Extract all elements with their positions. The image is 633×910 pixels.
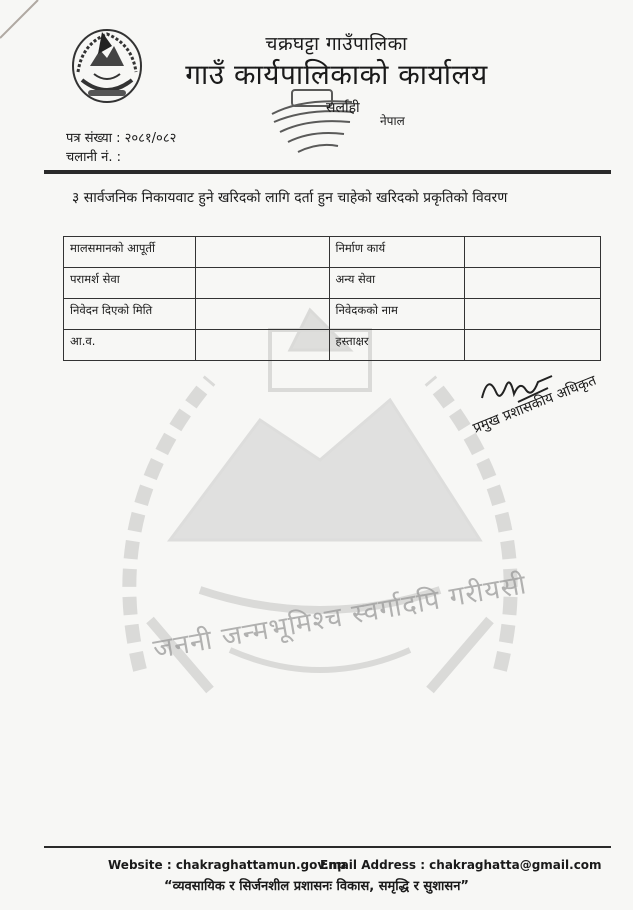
- watermark-motto: जननी जन्मभूमिश्च स्वर्गादपि गरीयसी: [150, 569, 530, 666]
- footer-email[interactable]: Email Address : chakraghatta@gmail.com: [320, 858, 602, 872]
- table-cell-value[interactable]: [465, 237, 601, 268]
- letter-number: पत्र संख्या : २०८१/०८२: [66, 131, 177, 146]
- footer-website[interactable]: Website : chakraghattamun.gov.np: [108, 858, 346, 872]
- table-cell-label: निवेदन दिएको मिति: [64, 299, 196, 330]
- dispatch-number: चलानी नं. :: [66, 150, 122, 165]
- table-row: [64, 268, 601, 299]
- table-cell-value[interactable]: [465, 299, 601, 330]
- table-cell-label: अन्य सेवा: [329, 268, 465, 299]
- table-cell-value[interactable]: [195, 299, 329, 330]
- footer-divider: [44, 846, 611, 848]
- office-name: गाउँ कार्यपालिकाको कार्यालय: [185, 58, 488, 91]
- table-cell-label: आ.व.: [64, 330, 196, 361]
- table-row: [64, 237, 601, 268]
- signatory-title: प्रमुख प्रशासकीय अधिकृत: [470, 372, 599, 437]
- table-cell-value[interactable]: [195, 268, 329, 299]
- form-heading: ३ सार्वजनिक निकायवाट हुने खरिदको लागि दर्ता हुन चाहेको खरिदको प्रकृतिको विवरण: [72, 190, 508, 206]
- table-cell-value[interactable]: [195, 237, 329, 268]
- table-cell-label: परामर्श सेवा: [64, 268, 196, 299]
- table-cell-value[interactable]: [465, 330, 601, 361]
- footer-slogan: “व्यवसायिक र सिर्जनशील प्रशासनः विकास, समृद्धि र सुशासन”: [164, 879, 469, 894]
- table-cell-label: मालसमानको आपूर्ती: [64, 237, 196, 268]
- table-row: [64, 299, 601, 330]
- table-cell-label: निवेदकको नाम: [329, 299, 465, 330]
- table-cell-label: निर्माण कार्य: [329, 237, 465, 268]
- table-cell-value[interactable]: [465, 268, 601, 299]
- municipality-name: चक्रघट्टा गाउँपालिका: [265, 33, 408, 55]
- office-stamp-icon: [262, 84, 382, 166]
- table-cell-value[interactable]: [195, 330, 329, 361]
- table-cell-label: हस्ताक्षर: [329, 330, 465, 361]
- province-line: नेपाल: [380, 114, 405, 128]
- header-divider: [44, 170, 611, 174]
- location-line: सर्लाही: [326, 100, 360, 116]
- table-row: [64, 330, 601, 361]
- procurement-nature-table: [63, 236, 601, 361]
